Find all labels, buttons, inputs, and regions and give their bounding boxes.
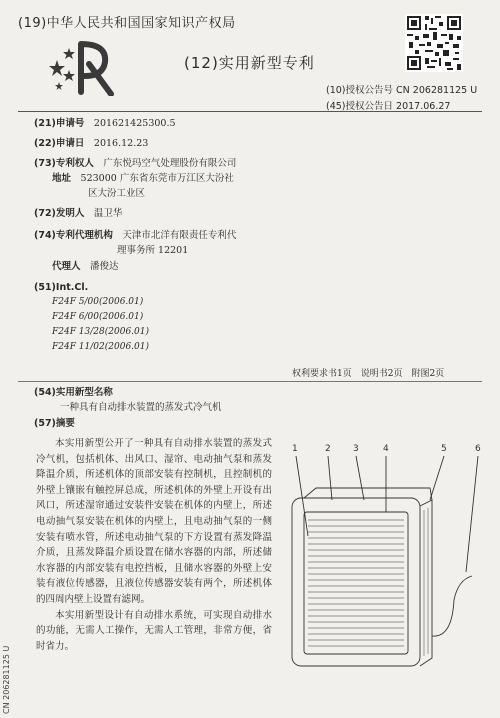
- cnipa-logo-icon: [45, 36, 117, 96]
- abstract-paragraph: 本实用新型设计有自动排水系统，可实现自动排水的功能，无需人工操作，无需人工管理，非常方便，省时省力。: [36, 609, 272, 652]
- figure-label-5: 5: [441, 444, 447, 454]
- page-count: 权利要求书1页 说明书2页 附图2页: [292, 369, 445, 379]
- publication-date: (45)授权公告日 2017.06.27: [326, 101, 451, 112]
- header-divider: [18, 111, 482, 112]
- figure-label-1: 1: [292, 444, 298, 454]
- leader-line-5: [430, 456, 444, 500]
- patent-agency-line-2: 理事务所 12201: [117, 245, 189, 256]
- title-label: (54)实用新型名称: [34, 387, 113, 398]
- cooler-figure: [282, 440, 494, 676]
- abstract-paragraph: 本实用新型公开了一种具有自动排水装置的蒸发式冷气机，包括机体、出风口、湿帘、电动抽气泵和蒸发降温介质，所述机体的顶部安装有控制机，且控制机的外壁上镶嵌有触控屏总成，所述机体的外壁上开设有出风口，所述湿帘通过安装件安装在机体的内壁上，所述电动抽气泵安装在机体的内壁上，且电动抽气泵的一侧安装有喷水管，所述电动抽气泵的下方设置有蒸发降温介质，且蒸发降温介质设置在储水容器的内部，所述储水容器的内部安装有电控挡板，且储水容器的外壁上安装有液位传感器，且液位传感器安装有两个，所述机体的四周内壁上设置有滤网。: [36, 438, 272, 605]
- address-line-2: 区大汾工业区: [88, 188, 146, 199]
- ipc-entry: F24F 13/28(2006.01): [52, 327, 149, 337]
- issuing-office: (19)中华人民共和国国家知识产权局: [18, 16, 236, 31]
- figure-label-2: 2: [325, 444, 331, 454]
- utility-model-title: 一种具有自动排水装置的蒸发式冷气机: [60, 402, 222, 413]
- abstract-label: (57)摘要: [34, 418, 75, 429]
- ipc-entry: F24F 6/00(2006.01): [52, 312, 144, 322]
- figure-label-6: 6: [475, 444, 481, 454]
- leader-line-6: [466, 456, 478, 572]
- patent-type: (12)实用新型专利: [184, 54, 315, 72]
- section-divider: [18, 381, 482, 382]
- publication-number: (10)授权公告号 CN 206281125 U: [326, 85, 478, 96]
- abstract-text: [36, 436, 272, 654]
- application-date: (22)申请日 2016.12.23: [34, 138, 149, 149]
- patent-agency: (74)专利代理机构 天津市北洋有限责任专利代: [34, 230, 237, 241]
- figure-label-3: 3: [353, 444, 359, 454]
- address: 地址 523000 广东省东莞市万江区大汾社: [52, 173, 234, 184]
- qr-code-icon: [405, 14, 463, 72]
- ipc-entry: F24F 11/02(2006.01): [52, 342, 149, 352]
- patentee: (73)专利权人 广东悦玛空气处理股份有限公司: [34, 158, 237, 169]
- figure-label-4: 4: [383, 444, 389, 454]
- patent-agent: 代理人 潘俊达: [52, 261, 119, 272]
- inventor: (72)发明人 温卫华: [34, 208, 123, 219]
- ipc-label: (51)Int.Cl.: [34, 282, 89, 293]
- application-number: (21)申请号 201621425300.5: [34, 118, 176, 129]
- leader-line-2: [328, 456, 332, 500]
- leader-line-3: [356, 456, 364, 500]
- side-publication-number: CN 206281125 U: [2, 645, 11, 714]
- ipc-entry: F24F 5/00(2006.01): [52, 297, 144, 307]
